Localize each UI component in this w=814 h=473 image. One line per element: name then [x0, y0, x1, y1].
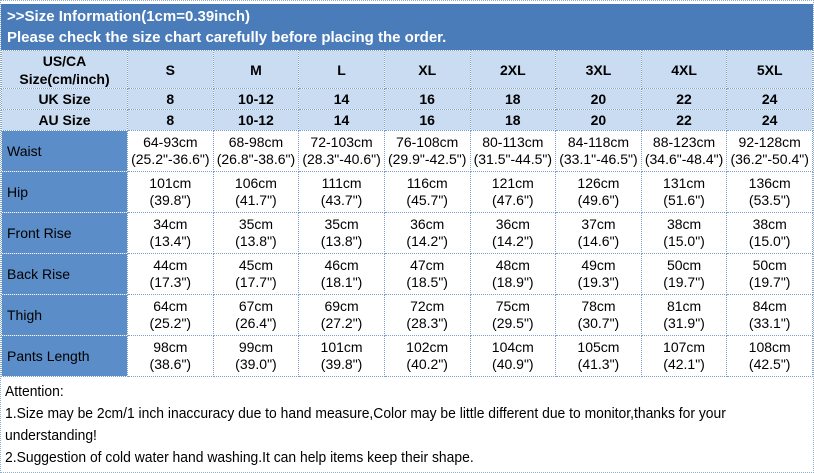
size-column-header: L	[299, 51, 385, 89]
size-column-header: S	[128, 51, 214, 89]
cm-value: 136cm	[748, 175, 791, 191]
cm-value: 68-98cm	[228, 134, 284, 150]
measurement-row	[2, 213, 813, 254]
cm-value: 38cm	[666, 216, 702, 232]
inch-value: (39.8")	[149, 192, 192, 208]
measurement-cell	[470, 131, 556, 172]
inch-value: (31.9")	[663, 315, 705, 331]
cm-value: 106cm	[234, 175, 277, 191]
inch-value: (42.1")	[663, 356, 705, 372]
size-value-cell: 20	[556, 110, 642, 131]
measurement-cell	[128, 172, 214, 213]
size-table	[1, 50, 813, 377]
inch-value: (33.1"-46.5")	[559, 151, 638, 167]
row-label: UK Size	[2, 89, 128, 110]
size-column-header: XL	[384, 51, 470, 89]
inch-value: (14.6")	[577, 233, 620, 249]
attention-note-1: 1.Size may be 2cm/1 inch inaccuracy due to hand measure,Color may be little different due to monitor,thanks for your understanding!	[5, 405, 726, 444]
measurement-cell	[128, 295, 214, 336]
cm-value: 34cm	[153, 216, 188, 232]
corner-line-2: Size(cm/inch)	[19, 70, 110, 87]
cm-value: 88-123cm	[652, 134, 716, 150]
measurement-cell	[470, 213, 556, 254]
measurement-cell	[384, 131, 470, 172]
banner-title: >>Size Information(1cm=0.39inch)	[7, 8, 250, 25]
banner-subtitle: Please check the size chart carefully before placing the order.	[7, 29, 447, 46]
inch-value: (41.7")	[235, 192, 277, 208]
measurement-cell	[641, 295, 727, 336]
inch-value: (51.6")	[663, 192, 705, 208]
cm-value: 78cm	[581, 298, 616, 314]
size-value-cell: 22	[641, 110, 727, 131]
inch-value: (13.4")	[149, 233, 192, 249]
size-value-cell: 8	[128, 110, 214, 131]
size-value-cell: 16	[384, 110, 470, 131]
uk-size-row	[2, 89, 813, 110]
cm-value: 36cm	[495, 216, 530, 232]
inch-value: (25.2")	[149, 315, 192, 331]
measurement-cell	[470, 295, 556, 336]
inch-value: (47.6")	[492, 192, 534, 208]
size-value-cell: 18	[470, 110, 556, 131]
measurement-cell	[556, 172, 642, 213]
cm-value: 131cm	[663, 175, 706, 191]
measurement-cell	[299, 131, 385, 172]
measurement-cell	[213, 213, 299, 254]
cm-value: 126cm	[577, 175, 620, 191]
size-value-cell: 20	[556, 89, 642, 110]
measurement-cell	[128, 131, 214, 172]
size-column-header: 3XL	[556, 51, 642, 89]
size-column-header: 5XL	[727, 51, 813, 89]
inch-value: (19.3")	[577, 274, 620, 290]
measurement-row	[2, 336, 813, 377]
cm-value: 98cm	[153, 339, 188, 355]
cm-value: 50cm	[666, 257, 702, 273]
cm-value: 111cm	[321, 175, 362, 191]
attention-text	[5, 381, 813, 469]
inch-value: (15.0")	[748, 233, 791, 249]
cm-value: 64-93cm	[143, 134, 198, 150]
measurement-cell	[384, 213, 470, 254]
measurement-cell	[556, 131, 642, 172]
measurement-row	[2, 295, 813, 336]
cm-value: 45cm	[238, 257, 274, 273]
measurement-cell	[641, 254, 727, 295]
size-value-cell: 8	[128, 89, 214, 110]
inch-value: (31.5"-44.5")	[473, 151, 553, 167]
cm-value: 80-113cm	[482, 134, 544, 150]
cm-value: 49cm	[581, 257, 616, 273]
cm-value: 47cm	[410, 257, 445, 273]
inch-value: (17.7")	[235, 274, 277, 290]
measurement-row	[2, 172, 813, 213]
inch-value: (39.8")	[320, 356, 363, 372]
inch-value: (33.1")	[748, 315, 791, 331]
inch-value: (43.7")	[320, 192, 363, 208]
inch-value: (18.5")	[406, 274, 448, 290]
measurement-cell	[384, 172, 470, 213]
inch-value: (28.3"-40.6")	[302, 151, 381, 167]
measurement-cell	[128, 254, 214, 295]
header-row	[2, 51, 813, 89]
measurement-cell	[641, 336, 727, 377]
cm-value: 101cm	[320, 339, 363, 355]
cm-value: 64cm	[153, 298, 188, 314]
cm-value: 76-108cm	[396, 134, 459, 150]
measurement-cell	[727, 295, 813, 336]
cm-value: 116cm	[406, 175, 448, 191]
inch-value: (15.0")	[663, 233, 705, 249]
measurement-cell	[470, 254, 556, 295]
size-value-cell: 14	[299, 110, 385, 131]
measurement-cell	[727, 131, 813, 172]
banner	[1, 4, 813, 50]
measurement-cell	[128, 336, 214, 377]
inch-value: (45.7")	[406, 192, 448, 208]
size-value-cell: 24	[727, 89, 813, 110]
inch-value: (38.6")	[149, 356, 192, 372]
cm-value: 38cm	[752, 216, 787, 232]
measurement-cell	[384, 254, 470, 295]
measurement-cell	[128, 213, 214, 254]
size-value-cell: 16	[384, 89, 470, 110]
measurement-row	[2, 131, 813, 172]
inch-value: (30.7")	[577, 315, 620, 331]
cm-value: 37cm	[581, 216, 616, 232]
size-value-cell: 22	[641, 89, 727, 110]
size-value-cell: 14	[299, 89, 385, 110]
cm-value: 121cm	[491, 175, 534, 191]
measurement-cell	[384, 336, 470, 377]
size-value-cell: 10-12	[213, 110, 299, 131]
cm-value: 84cm	[752, 298, 787, 314]
corner-header	[2, 51, 128, 89]
attention-title: Attention:	[5, 383, 64, 400]
measurement-cell	[299, 254, 385, 295]
inch-value: (25.2"-36.6")	[131, 151, 210, 167]
inch-value: (40.2")	[406, 356, 448, 372]
cm-value: 50cm	[752, 257, 787, 273]
measurement-cell	[641, 131, 727, 172]
cm-value: 72cm	[410, 298, 445, 314]
cm-value: 108cm	[748, 339, 791, 355]
measurement-row	[2, 254, 813, 295]
cm-value: 72-103cm	[310, 134, 373, 150]
measurement-cell	[470, 172, 556, 213]
au-size-row	[2, 110, 813, 131]
measurement-cell	[556, 336, 642, 377]
inch-value: (19.7")	[663, 274, 705, 290]
cm-value: 99cm	[238, 339, 274, 355]
inch-value: (14.2")	[492, 233, 534, 249]
measurement-cell	[213, 172, 299, 213]
cm-value: 35cm	[324, 216, 359, 232]
inch-value: (29.5")	[492, 315, 534, 331]
cm-value: 48cm	[495, 257, 530, 273]
cm-value: 46cm	[324, 257, 359, 273]
inch-value: (18.1")	[320, 274, 363, 290]
size-column-header: 4XL	[641, 51, 727, 89]
measurement-cell	[556, 295, 642, 336]
measurement-cell	[213, 254, 299, 295]
inch-value: (53.5")	[748, 192, 791, 208]
cm-value: 102cm	[406, 339, 449, 355]
size-column-header: 2XL	[470, 51, 556, 89]
measurement-cell	[213, 336, 299, 377]
cm-value: 36cm	[410, 216, 445, 232]
inch-value: (13.8")	[235, 233, 277, 249]
measurement-cell	[641, 172, 727, 213]
cm-value: 92-128cm	[738, 134, 801, 150]
inch-value: (13.8")	[320, 233, 363, 249]
cm-value: 101cm	[149, 175, 192, 191]
cm-value: 35cm	[238, 216, 274, 232]
measurement-label: Waist	[2, 131, 128, 172]
cm-value: 104cm	[491, 339, 534, 355]
inch-value: (17.3")	[149, 274, 192, 290]
size-value-cell: 24	[727, 110, 813, 131]
measurement-cell	[384, 295, 470, 336]
inch-value: (19.7")	[748, 274, 791, 290]
measurement-cell	[727, 213, 813, 254]
inch-value: (40.9")	[492, 356, 534, 372]
inch-value: (18.9")	[492, 274, 534, 290]
inch-value: (36.2"-50.4")	[730, 151, 809, 167]
cm-value: 75cm	[495, 298, 530, 314]
inch-value: (49.6")	[577, 192, 620, 208]
measurement-cell	[299, 336, 385, 377]
measurement-label: Pants Length	[2, 336, 128, 377]
cm-value: 67cm	[238, 298, 274, 314]
inch-value: (29.9"-42.5")	[387, 151, 467, 167]
measurement-label: Front Rise	[2, 213, 128, 254]
measurement-cell	[556, 213, 642, 254]
measurement-label: Thigh	[2, 295, 128, 336]
measurement-cell	[641, 213, 727, 254]
measurement-cell	[213, 295, 299, 336]
measurement-cell	[213, 131, 299, 172]
inch-value: (14.2")	[406, 233, 448, 249]
measurement-cell	[299, 295, 385, 336]
measurement-cell	[470, 336, 556, 377]
inch-value: (28.3")	[406, 315, 448, 331]
inch-value: (34.6"-48.4")	[644, 151, 724, 167]
size-column-header: M	[213, 51, 299, 89]
inch-value: (42.5")	[748, 356, 791, 372]
measurement-cell	[727, 172, 813, 213]
inch-value: (26.4")	[235, 315, 277, 331]
cm-value: 107cm	[663, 339, 706, 355]
measurement-cell	[727, 254, 813, 295]
measurement-label: Hip	[2, 172, 128, 213]
attention-section	[1, 377, 813, 469]
cm-value: 105cm	[577, 339, 620, 355]
measurement-label: Back Rise	[2, 254, 128, 295]
inch-value: (39.0")	[235, 356, 277, 372]
cm-value: 84-118cm	[567, 134, 630, 150]
inch-value: (41.3")	[577, 356, 620, 372]
size-value-cell: 18	[470, 89, 556, 110]
cm-value: 81cm	[666, 298, 702, 314]
size-value-cell: 10-12	[213, 89, 299, 110]
measurement-cell	[299, 213, 385, 254]
measurement-cell	[556, 254, 642, 295]
measurement-cell	[299, 172, 385, 213]
measurement-cell	[727, 336, 813, 377]
cm-value: 69cm	[324, 298, 359, 314]
row-label: AU Size	[2, 110, 128, 131]
attention-note-2: 2.Suggestion of cold water hand washing.It can help items keep their shape.	[5, 449, 474, 466]
cm-value: 44cm	[153, 257, 188, 273]
corner-line-1: US/CA	[42, 52, 87, 69]
inch-value: (26.8"-38.6")	[216, 151, 296, 167]
inch-value: (27.2")	[320, 315, 363, 331]
